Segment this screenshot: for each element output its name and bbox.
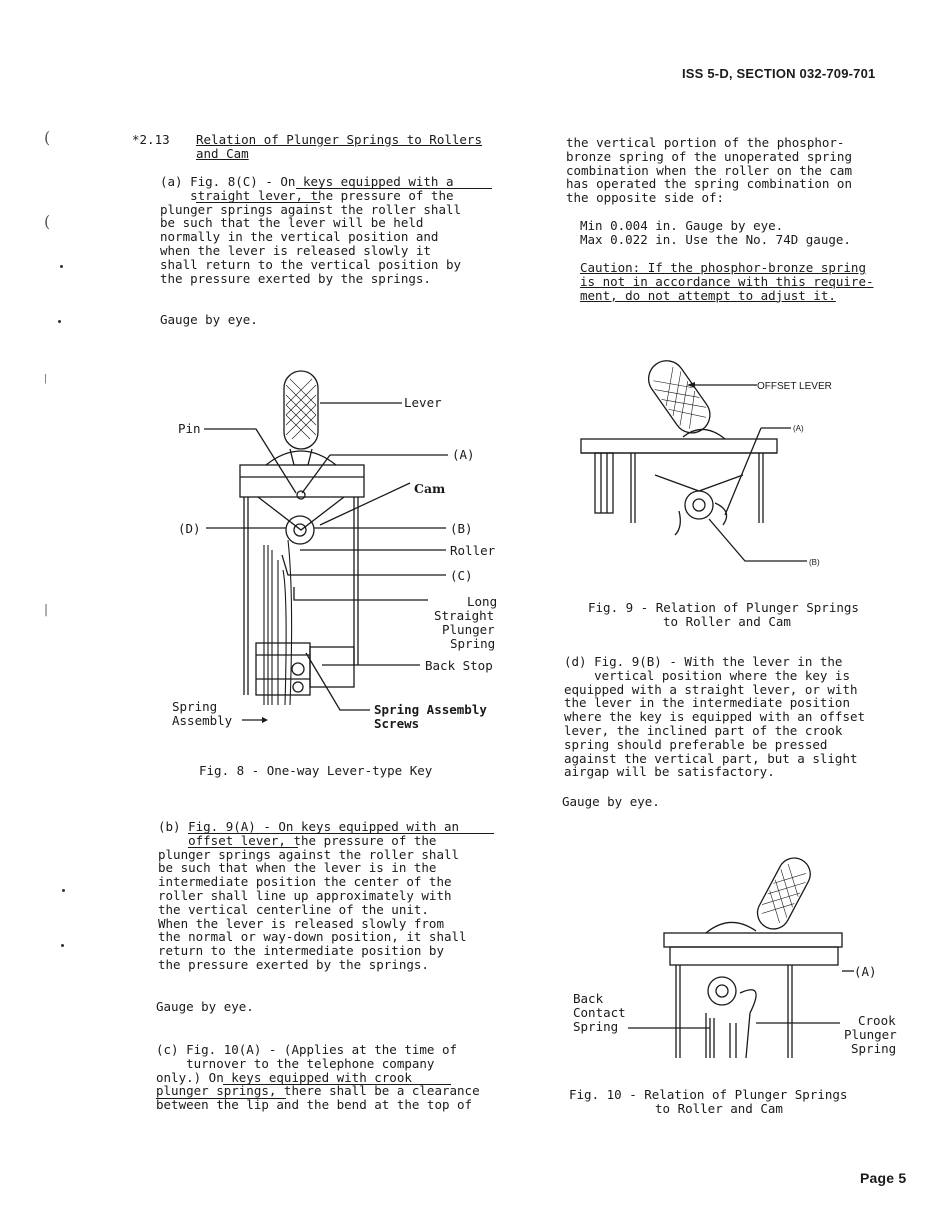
text-line: the lever in the intermediate position [564,695,850,711]
underline [188,833,494,834]
pin [297,491,305,499]
text-line: return to the intermediate position by [158,943,444,959]
label-back-spring: Spring [573,1019,619,1034]
label-screws-2: Screws [374,716,420,731]
margin-dot [58,320,61,323]
text-line: When the lever is released slowly from [158,915,444,931]
underline [188,847,298,848]
label-back-stop: Back Stop [425,658,493,673]
text-line: normally in the vertical position and [160,229,439,245]
text-line: the vertical centerline of the unit. [158,901,429,917]
arrow [262,717,268,723]
label-spring-assembly-2: Assembly [172,713,233,728]
gauge-note: Gauge by eye. [156,999,254,1014]
label-back: Back [573,991,604,1006]
margin-mark: ( [44,128,51,147]
text-line: (c) Fig. 10(A) - (Applies at the time of [156,1042,458,1057]
text-line: where the key is equipped with an offset [564,709,866,725]
text-line: airgap will be satisfactory. [564,764,775,780]
figure-9 [575,355,875,575]
label-a: (A) [854,964,877,979]
label-plunger: Plunger [442,622,495,637]
cam [258,497,344,530]
page-header: ISS 5-D, SECTION 032-709-701 [682,66,876,81]
text-line: roller shall line up approximately with [158,887,452,903]
section-title: Relation of Plunger Springs to Rollers [196,132,482,147]
label-crook-plunger: Plunger [844,1027,897,1042]
text-line: (b) Fig. 9(A) - On keys equipped with an [158,819,460,834]
text-line: shall return to the vertical position by [160,256,462,272]
text-line: be such that the lever will be held [160,215,424,231]
margin-mark: | [44,374,48,384]
margin-dot [61,944,64,947]
label-spring-assembly: Spring [172,699,218,714]
label-lever: Lever [404,395,442,410]
roller [685,491,713,519]
label-back-contact: Contact [573,1005,626,1020]
label-b: (B) [450,521,473,536]
text-line: be such that when the lever is in the [158,860,437,876]
paragraph-a [160,175,461,285]
text-line: the pressure exerted by the springs. [160,270,431,286]
section-number: *2.13 [132,132,170,147]
text-line: (a) Fig. 8(C) - On keys equipped with a [160,174,454,189]
text-line: turnover to the telephone company [156,1055,435,1071]
margin-mark: ( [44,212,51,231]
margin-dot [62,889,65,892]
paragraph-d [564,655,865,779]
text-line: offset lever, the pressure of the [158,832,437,848]
max-spec: Max 0.022 in. Use the No. 74D gauge. [580,232,851,247]
label-straight: Straight [434,608,495,623]
label-roller: Roller [450,543,496,558]
text-line: the opposite side of: [566,190,725,206]
text-line: bronze spring of the unoperated spring [566,148,852,164]
margin-mark: | [44,602,49,616]
springs [264,540,292,705]
min-spec: Min 0.004 in. Gauge by eye. [580,218,784,233]
fig8-caption: Fig. 8 - One-way Lever-type Key [199,763,433,778]
roller [708,977,736,1005]
text-line: is not in accordance with this require- [580,273,874,289]
label-a: (A) [452,447,475,462]
text-line: only.) On keys equipped with crook [156,1069,412,1085]
screw [292,663,304,675]
section-title-cont: and Cam [196,146,249,161]
page-number: Page 5 [860,1170,907,1186]
text-line: spring should preferable be pressed [564,736,828,752]
label-d: (D) [178,521,201,536]
margin-dot [60,265,63,268]
gauge-note: Gauge by eye. [160,312,258,327]
text-line: the vertical portion of the phosphor- [566,135,845,150]
fig9-caption: Fig. 9 - Relation of Plunger Springs [588,600,859,615]
underline [156,1098,286,1099]
text-line: straight lever, the pressure of the [160,187,454,203]
screw [293,682,303,692]
text-line: ment, do not attempt to adjust it. [580,287,836,303]
label-long: Long [467,594,498,609]
label-c: (C) [450,568,473,583]
text-line: lever, the inclined part of the crook [564,722,843,738]
text-line: plunger springs against the roller shall [160,201,462,217]
figure-10 [570,853,910,1068]
right-top-text [566,136,852,205]
text-line: combination when the roller on the cam [566,162,852,178]
text-line: intermediate position the center of the [158,874,452,890]
text-line: the normal or way-down position, it shall [158,929,467,945]
label-b: (B) [809,558,820,567]
label-crook: Crook [858,1013,896,1028]
underline [296,188,492,189]
underline [223,1084,451,1085]
label-a: (A) [793,424,804,433]
text-line: equipped with a straight lever, or with [564,681,858,697]
text-line: against the vertical part, but a slight [564,750,858,766]
label-pin: Pin [178,421,201,436]
text-line: plunger springs against the roller shall [158,846,460,862]
back-stop [310,647,354,687]
text-line: has operated the spring combination on [566,176,852,192]
lever [752,853,816,935]
label-screws: Spring Assembly [374,702,487,717]
figure-8 [170,365,515,735]
fig10-caption-cont: to Roller and Cam [655,1101,783,1116]
text-line: vertical position where the key is [564,667,850,683]
fig10-caption: Fig. 10 - Relation of Plunger Springs [569,1087,848,1102]
text-line: Caution: If the phosphor-bronze spring [580,260,866,275]
text-line: (d) Fig. 9(B) - With the lever in the [564,654,843,669]
label-spring: Spring [450,636,496,651]
fig9-caption-cont: to Roller and Cam [663,614,791,629]
text-line: plunger springs, there shall be a clearance [156,1083,480,1099]
text-line: between the lip and the bend at the top of [156,1097,473,1113]
label-crook-spring: Spring [851,1041,897,1056]
frame-top [664,933,842,947]
caution-note [580,261,874,302]
label-offset-lever: OFFSET LEVER [757,381,832,392]
paragraph-b [158,820,467,972]
text-line: the pressure exerted by the springs. [158,956,429,972]
gauge-note: Gauge by eye. [562,794,660,809]
underline [196,202,320,203]
frame-top [581,439,777,453]
text-line: when the lever is released slowly it [160,242,431,258]
offset-lever [642,355,717,440]
label-cam: Cam [414,481,446,496]
paragraph-c [156,1043,480,1112]
